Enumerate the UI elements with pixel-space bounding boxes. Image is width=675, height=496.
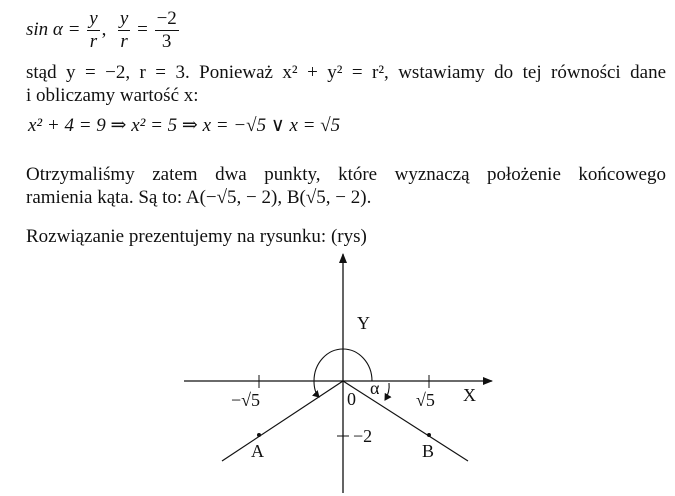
numerator: −2 [156,8,177,29]
paragraph-2-line-2: ramienia kąta. Są to: A(−√5, − 2), B(√5, − 2). [26,187,372,208]
paragraph-1-line-2: i obliczamy wartość x: [26,85,199,106]
point-a [257,433,261,437]
numerator: y [119,8,129,29]
denominator: r [89,31,98,52]
tick-label-neg2: −2 [353,426,373,446]
formula-solve-x: x² + 4 = 9 ⇒ x² = 5 ⇒ x = −√5 ∨ x = √5 [28,115,341,136]
denominator: 3 [161,31,172,52]
equals: = [137,18,148,40]
ray-b [343,381,468,461]
formula-lhs: sin α = [26,18,81,40]
numerator: y [89,8,98,29]
tick-label-pos-sqrt5: √5 [416,390,435,410]
denominator: r [120,31,128,52]
paragraph-2-line-1: Otrzymaliśmy zatem dwa punkty, które wyznaczą położenie końcowego [26,164,666,185]
point-b-label: B [422,441,435,461]
y-axis-label: Y [357,313,370,333]
point-a-label: A [251,441,264,461]
x-axis-label: X [463,385,476,405]
angle-arc-alpha [385,383,389,400]
separator: , [101,18,107,40]
origin-label: 0 [347,389,356,409]
paragraph-1-line-1: stąd y = −2, r = 3. Ponieważ x² + y² = r², wstawiamy do tej równości dane [26,62,666,83]
paragraph-3: Rozwiązanie prezentujemy na rysunku: (rys) [26,226,367,247]
point-b [427,433,431,437]
tick-label-neg-sqrt5: −√5 [231,390,261,410]
angle-label: α [370,378,380,398]
